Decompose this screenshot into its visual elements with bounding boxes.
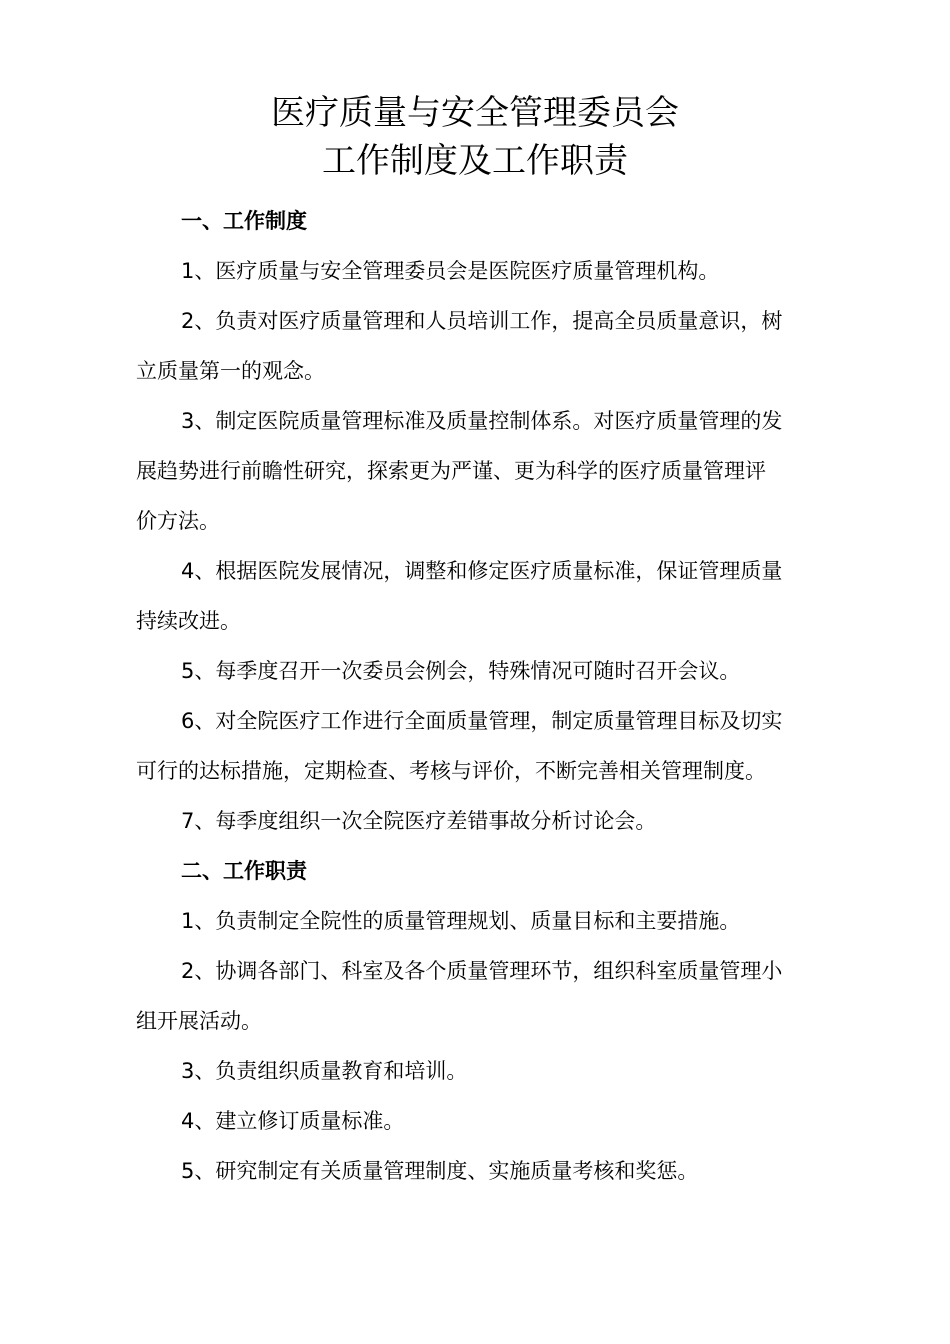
document-body	[136, 196, 820, 1196]
s1-item-6-line-2: 可行的达标措施，定期检查、考核与评价，不断完善相关管理制度。	[136, 759, 766, 783]
s1-item-7-line-1: 7、每季度组织一次全院医疗差错事故分析讨论会。	[181, 809, 657, 833]
s1-item-4-line-1: 4、根据医院发展情况，调整和修定医疗质量标准，保证管理质量	[181, 559, 783, 583]
s2-item-4-line-1: 4、建立修订质量标准。	[181, 1109, 405, 1133]
section-heading-work-system: 一、工作制度	[181, 209, 307, 233]
s2-item-1-line-1: 1、负责制定全院性的质量管理规划、质量目标和主要措施。	[181, 909, 741, 933]
s1-item-2-line-2: 立质量第一的观念。	[136, 359, 325, 383]
document-title-line-2: 工作制度及工作职责	[322, 141, 628, 181]
s1-item-4-line-2: 持续改进。	[136, 609, 241, 633]
s1-item-1-line-1: 1、医疗质量与安全管理委员会是医院医疗质量管理机构。	[181, 259, 720, 283]
s1-item-3-line-2: 展趋势进行前瞻性研究，探索更为严谨、更为科学的医疗质量管理评	[136, 459, 766, 483]
s1-item-5-line-1: 5、每季度召开一次委员会例会，特殊情况可随时召开会议。	[181, 659, 741, 683]
document-title-line-1: 医疗质量与安全管理委员会	[271, 93, 679, 133]
s2-item-5-line-1: 5、研究制定有关质量管理制度、实施质量考核和奖惩。	[181, 1159, 699, 1183]
s1-item-3-line-3: 价方法。	[136, 509, 220, 533]
s1-item-2-line-1: 2、负责对医疗质量管理和人员培训工作，提高全员质量意识，树	[181, 309, 783, 333]
s1-item-6-line-1: 6、对全院医疗工作进行全面质量管理，制定质量管理目标及切实	[181, 709, 783, 733]
s1-item-3-line-1: 3、制定医院质量管理标准及质量控制体系。对医疗质量管理的发	[181, 409, 783, 433]
s2-item-2-line-1: 2、协调各部门、科室及各个质量管理环节，组织科室质量管理小	[181, 959, 783, 983]
s2-item-3-line-1: 3、负责组织质量教育和培训。	[181, 1059, 468, 1083]
s2-item-2-line-2: 组开展活动。	[136, 1009, 262, 1033]
section-heading-work-duties: 二、工作职责	[181, 859, 307, 883]
